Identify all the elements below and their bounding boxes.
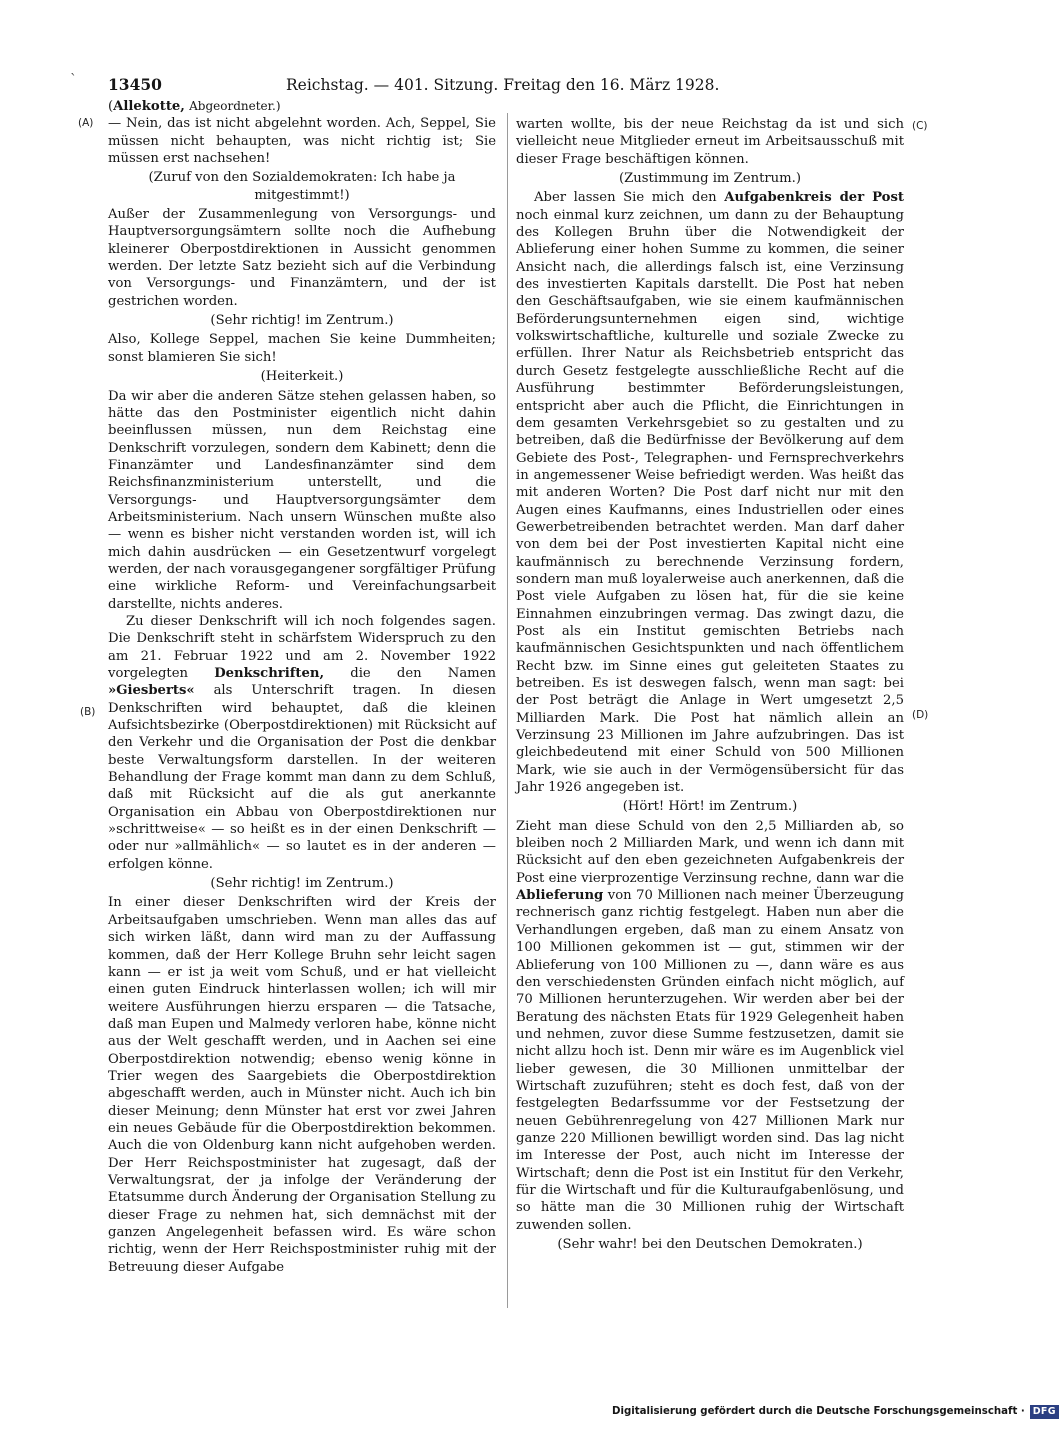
- emphasis: »Giesberts«: [108, 683, 195, 699]
- margin-marker-b: (B): [80, 706, 96, 718]
- page-header: [108, 74, 888, 96]
- paragraph: Da wir aber die anderen Sätze stehen gelassen haben, so hätte das den Postminister eigentlich nicht dahin beeinflussen müssen, nun dem Reichstag eine Denkschrift vorzulegen, sondern dem Kabinett; denn die Finanzämter und Landesfinanzämter sind dem Reichsfinanzministerium unterstellt, und die Versorgungs- und Hauptversorgungsämter dem Arbeitsministerium. Nach unsern Wünschen mußte also — wenn es bisher nicht verstanden worden ist, will ich mich dahin ausdrücken — ein Gesetzentwurf vorgelegt werden, der nach vorausgegangener sorgfältiger Prüfung eine wirkliche Reform- und Vereinfachungsarbeit darstellte, nichts anderes.: [108, 388, 496, 612]
- page-number: 13450: [108, 75, 162, 94]
- dfg-logo: DFG: [1030, 1405, 1059, 1419]
- interjection: (Sehr wahr! bei den Deutschen Demokraten.): [557, 1237, 863, 1252]
- margin-marker-a: (A): [78, 117, 94, 129]
- right-column: [516, 116, 904, 1255]
- footer-text: Digitalisierung gefördert durch die Deutsche Forschungsgemeinschaft ·: [612, 1406, 1025, 1417]
- paragraph: Also, Kollege Seppel, machen Sie keine Dummheiten; sonst blamieren Sie sich!: [108, 332, 496, 365]
- speaker-line: (Allekotte, Abgeordneter.): [108, 99, 281, 114]
- emphasis: Denkschriften,: [214, 666, 325, 681]
- margin-tick: `: [70, 72, 77, 88]
- paragraph: [516, 189, 904, 796]
- left-column: [108, 98, 496, 1276]
- emphasis: Aufgabenkreis der Post: [724, 190, 904, 206]
- text-run: von 70 Millionen nach meiner Überzeugung rechnerisch ganz richtig festgelegt. Haben nun aber die Verhandlungen ergeben, daß man zu einem Ansatz von 100 Millionen gekommen ist — gut, stimmen wir der Ablieferung von 100 Millionen zu —, dann wäre es aus den verschiedensten Gründen einfach nicht möglich, auf 70 Millionen herunterzugehen. Wir werden aber bei der Beratung des nächsten Etats für 1929 Gelegenheit haben und nehmen, zuvor diese Summe festzusetzen, damit sie nicht allzu hoch ist. Denn mir wäre es im Augenblick viel lieber gewesen, die 30 Millionen unmittelbar der Wirtschaft zuzuführen; steht es doch fest, daß von der festgelegten Bedarfssumme vor der Festsetzung der neuen Gebührenregelung von 427 Millionen Mark nur ganze 220 Millionen bewilligt worden sind. Das lag nicht im Interesse der Post, auch nicht im Interesse der Wirtschaft; denn die Post ist ein Institut für den Verkehr, für die Wirtschaft und für die Kulturaufgabenlösung, und so hätte man die 30 Millionen ruhig der Wirtschaft zuwenden sollen.: [516, 888, 904, 1233]
- paragraph: — Nein, das ist nicht abgelehnt worden. Ach, Seppel, Sie müssen nicht behaupten, was nicht richtig ist; Sie müssen erst nachsehen!: [108, 116, 496, 167]
- interjection: (Zuruf von den Sozialdemokraten: Ich habe ja mitgestimmt!): [148, 170, 456, 203]
- paragraph: [516, 818, 904, 1234]
- running-head: Reichstag. — 401. Sitzung. Freitag den 16. März 1928.: [286, 76, 720, 94]
- text-run: Aber lassen Sie mich den: [534, 190, 717, 206]
- interjection: (Sehr richtig! im Zentrum.): [210, 313, 394, 329]
- interjection: (Zustimmung im Zentrum.): [618, 171, 802, 187]
- text-run: die den Namen: [350, 666, 496, 681]
- text-run: Zu dieser Denkschrift will ich noch folgendes sagen. Die Denkschrift steht in schärfstem Widerspruch zu den am 21. Februar 1922 und am 2. November 1922 vorgelegten: [108, 613, 496, 681]
- interjection: (Heiterkeit.): [260, 369, 344, 385]
- interjection: (Sehr richtig! im Zentrum.): [210, 876, 394, 892]
- column-rule: [507, 113, 508, 1308]
- digitization-footer: [612, 1404, 1056, 1420]
- speaker-role: Abgeordneter.): [189, 99, 281, 113]
- paragraph: warten wollte, bis der neue Reichstag da ist und sich vielleicht neue Mitglieder erneut im Arbeitsausschuß mit dieser Frage beschäftigen können.: [516, 117, 904, 167]
- paragraph: [108, 613, 496, 873]
- emphasis: Ablieferung: [516, 888, 604, 904]
- text-run: noch einmal kurz zeichnen, um dann zu der Behauptung des Kollegen Bruhn über die Notwendigkeit der Ablieferung einer hohen Summe zu kommen, die seiner Ansicht nach, die allerdings falsch ist, eine Verzinsung des investierten Kapitals darstellt. Die Post hat neben den Geschäftsaufgaben, wie sie einem kaufmännischen Beförderungsunternehmen eigen sind, wichtige volkswirtschaftliche, kulturelle und soziale Zwecke zu erfüllen. Ihrer Natur als Reichsbetrieb entspricht das durch Gesetz festgelegte ausschließliche Recht auf die Ausführung bestimmter Beförderungsleistungen, entspricht aber auch die Pflicht, die Einrichtungen in dem gesamten Verkehrsgebiet so zu gestalten und zu betreiben, daß die Bedürfnisse der Bevölkerung auf dem Gebiete des Post-, Telegraphen- und Fernsprechverkehrs in angemessener Weise befriedigt werden. Was heißt das mit anderen Worten? Die Post darf nicht nur mit den Augen eines Kaufmanns, eines Industriellen oder eines Gewerbetreibenden betrachtet werden. Man darf daher von dem bei der Post investierten Kapital nicht eine kaufmännisch zu berechnende Verzinsung fordern, sondern man muß loyalerweise auch anerkennen, daß die Post viele Aufgaben zu lösen hat, für die sie keine Einnahmen einzubringen vermag. Das zwingt dazu, die Post als ein Institut gemischten Betriebs nach kaufmännischen Gesichtspunkten und nach öffentlichem Recht bzw. im Sinne eines gut geleiteten Staates zu betreiben. Es ist deswegen falsch, wenn man sagt: bei der Post beträgt die Anlage in Wert umgesetzt 2,5 Milliarden Mark. Die Post hat nämlich allein an Verzinsung 23 Millionen im Jahre aufzubringen. Das ist gleichbedeutend mit einer Schuld von 500 Millionen Mark, wie sie auch in der Vermögensübersicht für das Jahr 1926 angegeben ist.: [516, 207, 904, 796]
- text-run: als Unterschrift tragen. In diesen Denkschriften wird behauptet, daß die kleinen Aufsichtsbezirke (Oberpostdirektionen) mit Rücksicht auf den Verkehr und die Organisation der Post die denkbar beste Verwaltungsform darstellen. In der weiteren Behandlung der Frage kommt man dann zu dem Schluß, daß mit Rücksicht auf die als gut anerkannte Organisation ein Abbau von Oberpostdirektionen nur »schrittweise« — so heißt es in der einen Denkschrift — oder nur »allmählich« — so lautet es in der anderen — erfolgen könne.: [108, 683, 496, 872]
- paragraph: In einer dieser Denkschriften wird der Kreis der Arbeitsaufgaben umschrieben. Wenn man alles das auf sich wirken läßt, dann wird man zu der Auffassung kommen, daß der Herr Kollege Bruhn sehr leicht sagen kann — er ist ja weit vom Schuß, und er hat vielleicht einen guten Eindruck hinterlassen wollen; ich will mir weitere Ausführungen hierzu ersparen — die Tatsache, daß man Eupen und Malmedy verloren habe, könne nicht aus der Welt geschafft werden, und in Aachen sei eine Oberpostdirektion notwendig; ebenso wenig könne in Trier wegen des Saargebiets die Oberpostdirektion abgeschafft werden, auch in Münster nicht. Auch ich bin dieser Meinung; denn Münster hat erst vor zwei Jahren ein neues Gebäude für die Oberpostdirektion bekommen. Auch die von Oldenburg kann nicht aufgehoben werden. Der Herr Reichspostminister hat zugesagt, daß der Verwaltungsrat, der ja infolge der Veränderung der Etatsumme durch Änderung der Organisation Stellung zu dieser Frage zu nehmen hat, sich demnächst mit der ganzen Angelegenheit befassen wird. Es wäre schon richtig, wenn der Herr Reichspostminister ruhig mit der Betreuung dieser Aufgabe: [108, 895, 496, 1275]
- paragraph: Außer der Zusammenlegung von Versorgungs- und Hauptversorgungsämtern sollte noch die Aufhebung kleinerer Oberpostdirektionen in Aussicht genommen werden. Der letzte Satz bezieht sich auf die Verbindung von Versorgungs- und Finanzämtern, und der ist gestrichen worden.: [108, 207, 496, 309]
- margin-marker-d: (D): [912, 709, 929, 721]
- margin-marker-c: (C): [912, 120, 928, 132]
- text-run: Zieht man diese Schuld von den 2,5 Milliarden ab, so bleiben noch 2 Milliarden Mark, und wenn ich dann mit Rücksicht auf den eben gezeichneten Aufgabenkreis der Post eine vierprozentige Verzinsung rechne, dann war die: [516, 818, 904, 886]
- speaker-name: Allekotte,: [113, 99, 185, 114]
- interjection: (Hört! Hört! im Zentrum.): [622, 799, 798, 815]
